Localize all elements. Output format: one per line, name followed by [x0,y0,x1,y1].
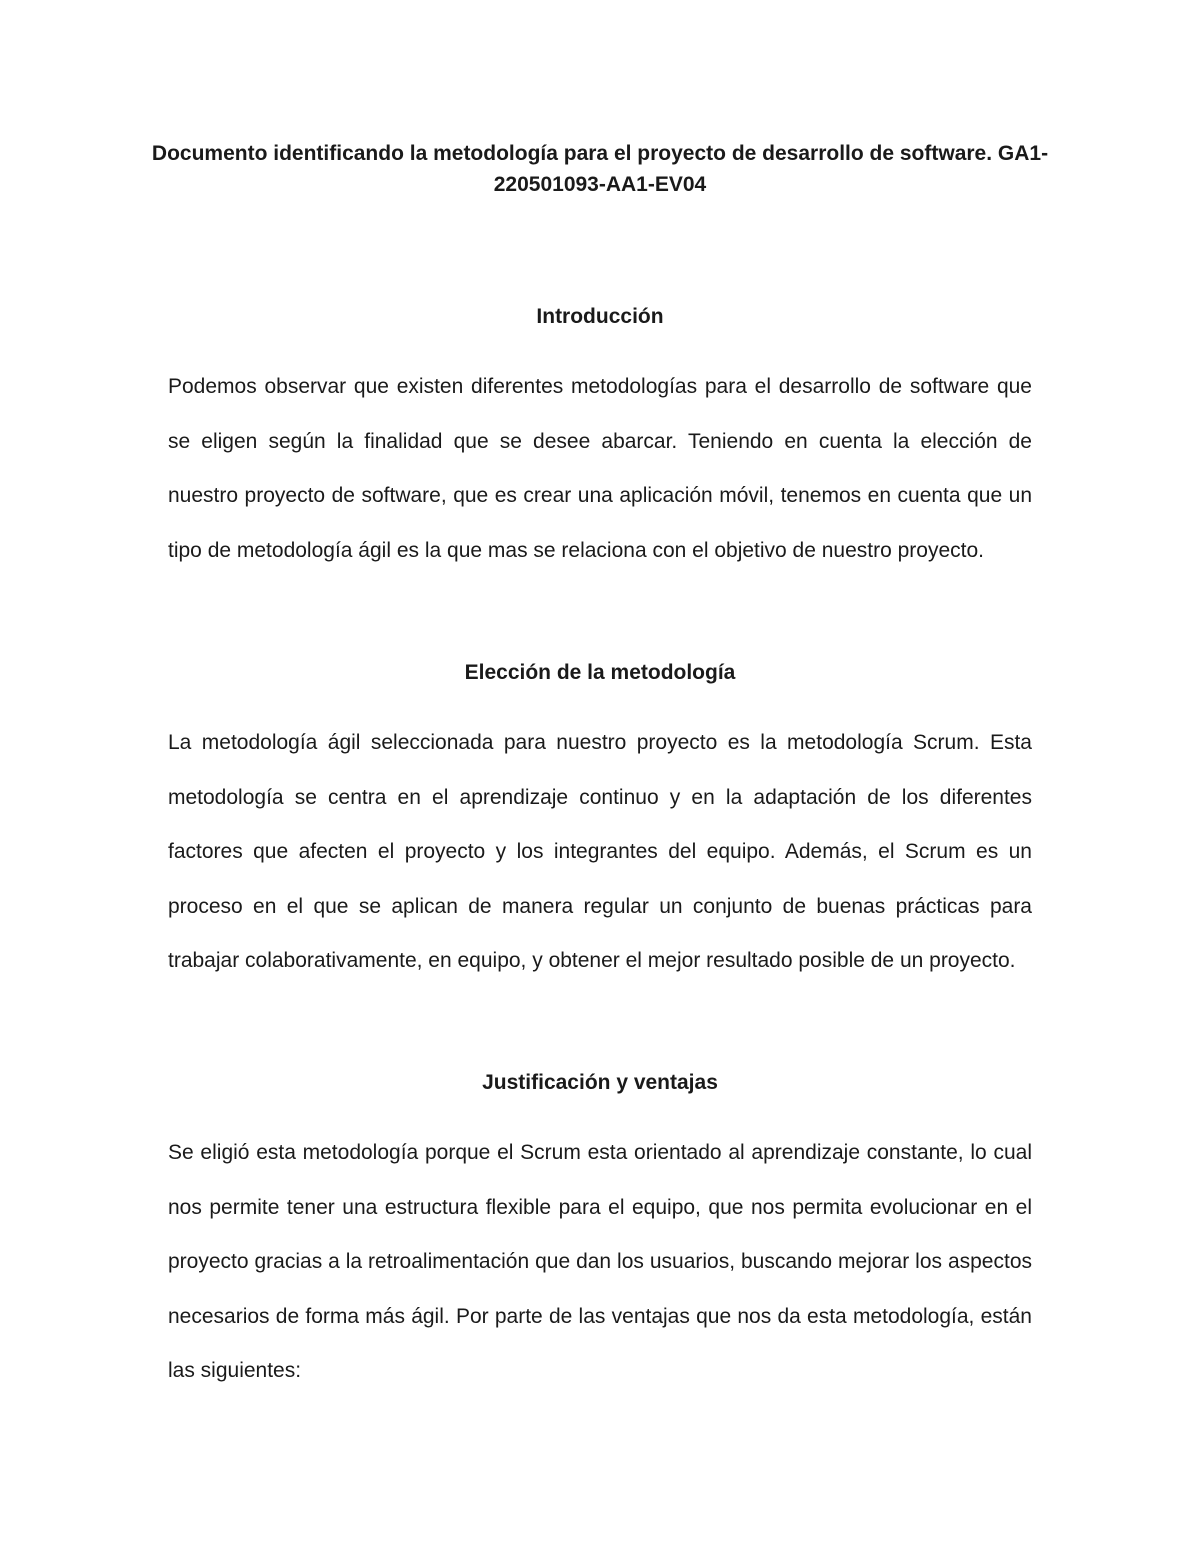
section-body-eleccion: La metodología ágil seleccionada para nuestro proyecto es la metodología Scrum. Esta metodología se centra en el aprendizaje continuo y en la adaptación de los diferentes factores que afecten el proyecto y los integrantes del equipo. Además, el Scrum es un proceso en el que se aplican de manera regular un conjunto de buenas prácticas para trabajar colaborativamente, en equipo, y obtener el mejor resultado posible de un proyecto. [168,731,1032,972]
section-body-justificacion: Se eligió esta metodología porque el Scrum esta orientado al aprendizaje constante, lo cual nos permite tener una estructura flexible para el equipo, que nos permita evolucionar en el proyecto gracias a la retroalimentación que dan los usuarios, buscando mejorar los aspectos necesarios de forma más ágil. Por parte de las ventajas que nos da esta metodología, están las siguientes: [168,1141,1032,1382]
section-body-introduccion: Podemos observar que existen diferentes metodologías para el desarrollo de software que se eligen según la finalidad que se desee abarcar. Teniendo en cuenta la elección de nuestro proyecto de software, que es crear una aplicación móvil, tenemos en cuenta que un tipo de metodología ágil es la que mas se relaciona con el objetivo de nuestro proyecto. [168,375,1032,562]
section-heading-eleccion: Elección de la metodología [464,661,736,684]
section-heading-justificacion: Justificación y ventajas [482,1071,718,1094]
section-heading-introduccion: Introducción [536,305,664,328]
document-title: Documento identificando la metodología para el proyecto de desarrollo de software. GA1-220501093-AA1-EV04 [151,142,1049,196]
